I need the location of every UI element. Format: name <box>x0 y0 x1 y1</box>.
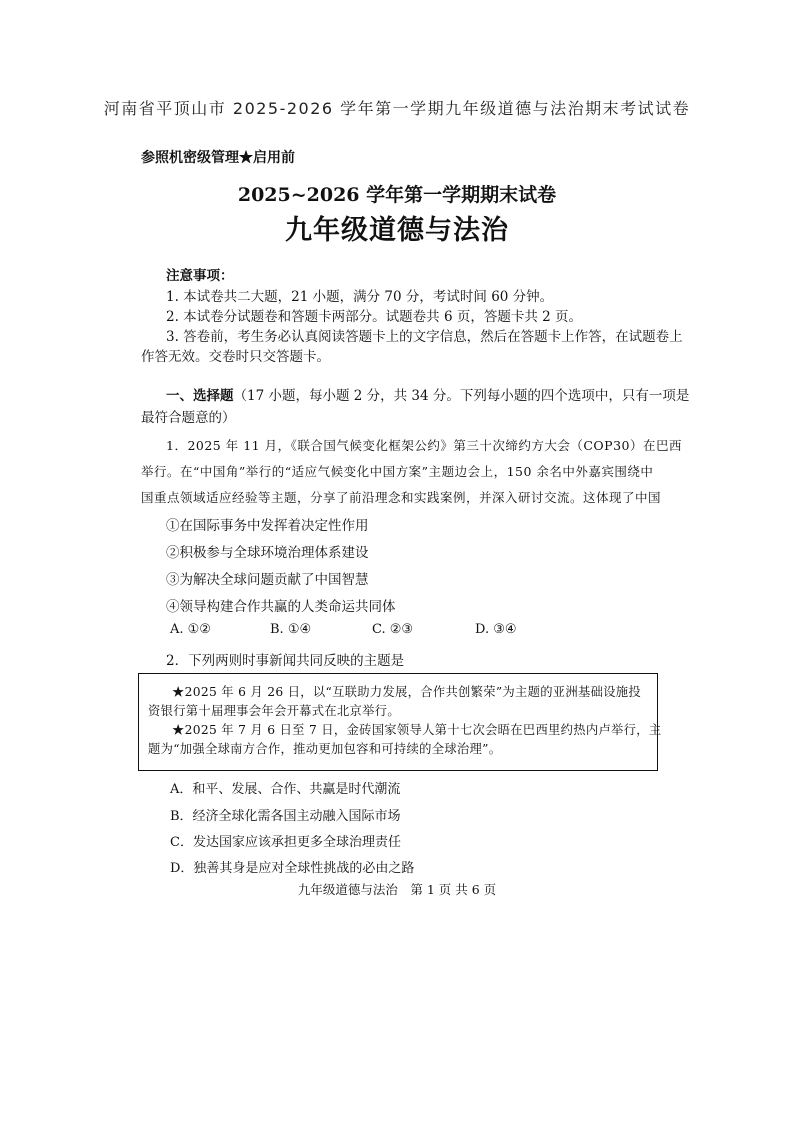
document-source-title: 河南省平顶山市 2025-2026 学年第一学期九年级道德与法治期末考试试卷 <box>103 99 691 118</box>
question-1-statement: ④领导构建合作共赢的人类命运共同体 <box>166 599 396 615</box>
question-2-option-c: C．发达国家应该承担更多全球治理责任 <box>170 835 401 850</box>
news-item-line: 题为“加强全球南方合作，推动更加包容和可持续的全球治理”。 <box>148 742 502 756</box>
news-item-line: ★2025 年 6 月 26 日，以“互联助力发展，合作共创繁荣”为主题的亚洲基础设施投 <box>172 685 641 699</box>
subject-title: 九年级道德与法治 <box>285 215 509 246</box>
question-1-option-a: A. ①② <box>170 622 211 637</box>
question-1-line: 国重点领域适应经验等主题，分享了前沿理念和实践案例，并深入研讨交流。这体现了中国 <box>141 490 662 505</box>
question-2-option-b: B．经济全球化需各国主动融入国际市场 <box>170 809 401 824</box>
notice-item: 1. 本试卷共二大题，21 小题，满分 70 分，考试时间 60 分钟。 <box>166 289 554 305</box>
question-1-option-b: B. ①④ <box>270 622 312 637</box>
question-2-option-a: A．和平、发展、合作、共赢是时代潮流 <box>170 782 401 797</box>
notice-item-continued: 作答无效。交卷时只交答题卡。 <box>141 349 330 365</box>
question-1-line: 举行。在“中国角”举行的“适应气候变化中国方案”主题边会上，150 余名中外嘉宾围绕中 <box>141 464 654 479</box>
question-1-statement: ①在国际事务中发挥着决定性作用 <box>166 518 369 534</box>
question-2-option-d: D．独善其身是应对全球性挑战的必由之路 <box>170 861 415 876</box>
notice-heading: 注意事项： <box>166 268 234 284</box>
exam-title: 2025~2026 学年第一学期期末试卷 <box>237 184 557 206</box>
notice-item: 2. 本试卷分试题卷和答题卡两部分。试题卷共 6 页，答题卡共 2 页。 <box>166 309 583 325</box>
section-description-continued: 最符合题意的） <box>141 410 236 426</box>
notice-item: 3. 答卷前，考生务必认真阅读答题卡上的文字信息，然后在答题卡上作答，在试题卷上 <box>166 329 683 345</box>
question-1-statement: ③为解决全球问题贡献了中国智慧 <box>166 572 369 588</box>
section-heading <box>166 384 689 404</box>
section-description: （17 小题，每小题 2 分，共 34 分。下列每小题的四个选项中，只有一项是 <box>233 388 690 404</box>
question-2-stem: 2．下列两则时事新闻共同反映的主题是 <box>166 653 405 669</box>
confidentiality-mark: 参照机密级管理★启用前 <box>141 150 295 166</box>
news-item-line: ★2025 年 7 月 6 日至 7 日，金砖国家领导人第十七次会晤在巴西里约热内卢举行，主 <box>172 723 662 737</box>
section-label: 一、选择题 <box>166 388 234 404</box>
question-1-option-c: C. ②③ <box>372 622 414 637</box>
page-footer: 九年级道德与法治 第 1 页 共 6 页 <box>297 882 497 897</box>
question-1-statement: ②积极参与全球环境治理体系建设 <box>166 545 369 561</box>
question-1-line: 1．2025 年 11 月，《联合国气候变化框架公约》第三十次缔约方大会（COP30）在巴西 <box>166 438 682 453</box>
question-1-option-d: D. ③④ <box>475 622 517 637</box>
news-item-line: 资银行第十届理事会年会开幕式在北京举行。 <box>148 704 400 718</box>
